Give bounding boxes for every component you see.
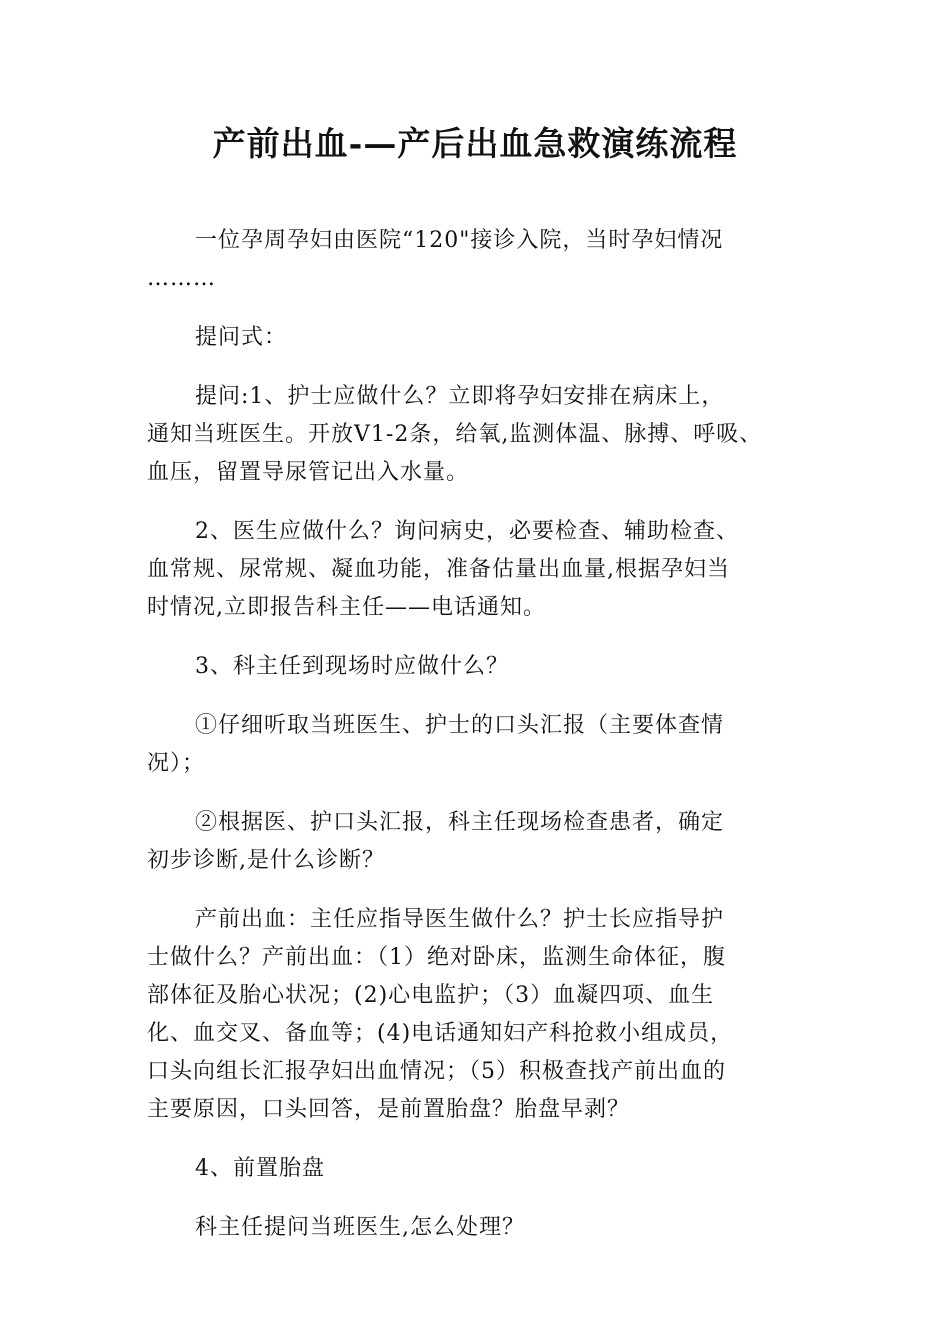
text-line: 时情况,立即报告科主任——电话通知。 [147, 595, 546, 620]
text-line: 口头向组长汇报孕妇出血情况；（5）积极查找产前出血的 [147, 1059, 726, 1084]
paragraph-antepartum-bleeding [147, 901, 819, 1129]
paragraph-nurse-question [147, 378, 819, 492]
text-line: 4、前置胎盘 [195, 1156, 325, 1181]
paragraph-step-two [147, 804, 819, 880]
text-line: 产前出血：主任应指导医生做什么？护士长应指导护 [195, 907, 725, 932]
text-line: ②根据医、护口头汇报，科主任现场检查患者，确定 [195, 810, 725, 835]
text-line: 初步诊断,是什么诊断？ [147, 848, 385, 873]
text-line: 通知当班医生。开放V1-2条，给氧,监测体温、脉搏、呼吸、 [147, 422, 763, 447]
text-line: ①仔细听取当班医生、护士的口头汇报（主要体查情 [195, 713, 725, 738]
paragraph-director-asks [147, 1209, 819, 1247]
text-line: 部体征及胎心状况；(2)心电监护；（3）血凝四项、血生 [147, 983, 715, 1008]
paragraph-step-one [147, 707, 819, 783]
text-line: 化、血交叉、备血等；(4)电话通知妇产科抢救小组成员， [147, 1021, 734, 1046]
text-line: ……… [147, 266, 216, 291]
paragraph-placenta-previa [147, 1150, 819, 1188]
text-line: 3、科主任到现场时应做什么？ [195, 654, 509, 679]
document-title: 产前出血-—产后出血急救演练流程 [212, 124, 738, 163]
text-line: 一位孕周孕妇由医院“120"接诊入院，当时孕妇情况 [195, 228, 724, 253]
paragraph-doctor-question [147, 513, 819, 627]
paragraph-intro [147, 222, 819, 298]
text-line: 况）； [147, 751, 206, 776]
text-line: 2、医生应做什么？询问病史，必要检查、辅助检查、 [195, 519, 739, 544]
text-line: 提问:1、护士应做什么？立即将孕妇安排在病床上， [195, 384, 725, 409]
document-body [147, 222, 819, 1268]
paragraph-director-question [147, 648, 819, 686]
text-line: 士做什么？产前出血：（1）绝对卧床，监测生命体征，腹 [147, 945, 726, 970]
text-line: 主要原因，口头回答，是前置胎盘？胎盘早剥？ [147, 1097, 631, 1122]
paragraph-question-format [147, 319, 819, 357]
text-line: 提问式： [195, 325, 288, 350]
text-line: 血常规、尿常规、凝血功能，准备估量出血量,根据孕妇当 [147, 557, 730, 582]
text-line: 科主任提问当班医生,怎么处理？ [195, 1215, 525, 1240]
text-line: 血压，留置导尿管记出入水量。 [147, 460, 470, 485]
